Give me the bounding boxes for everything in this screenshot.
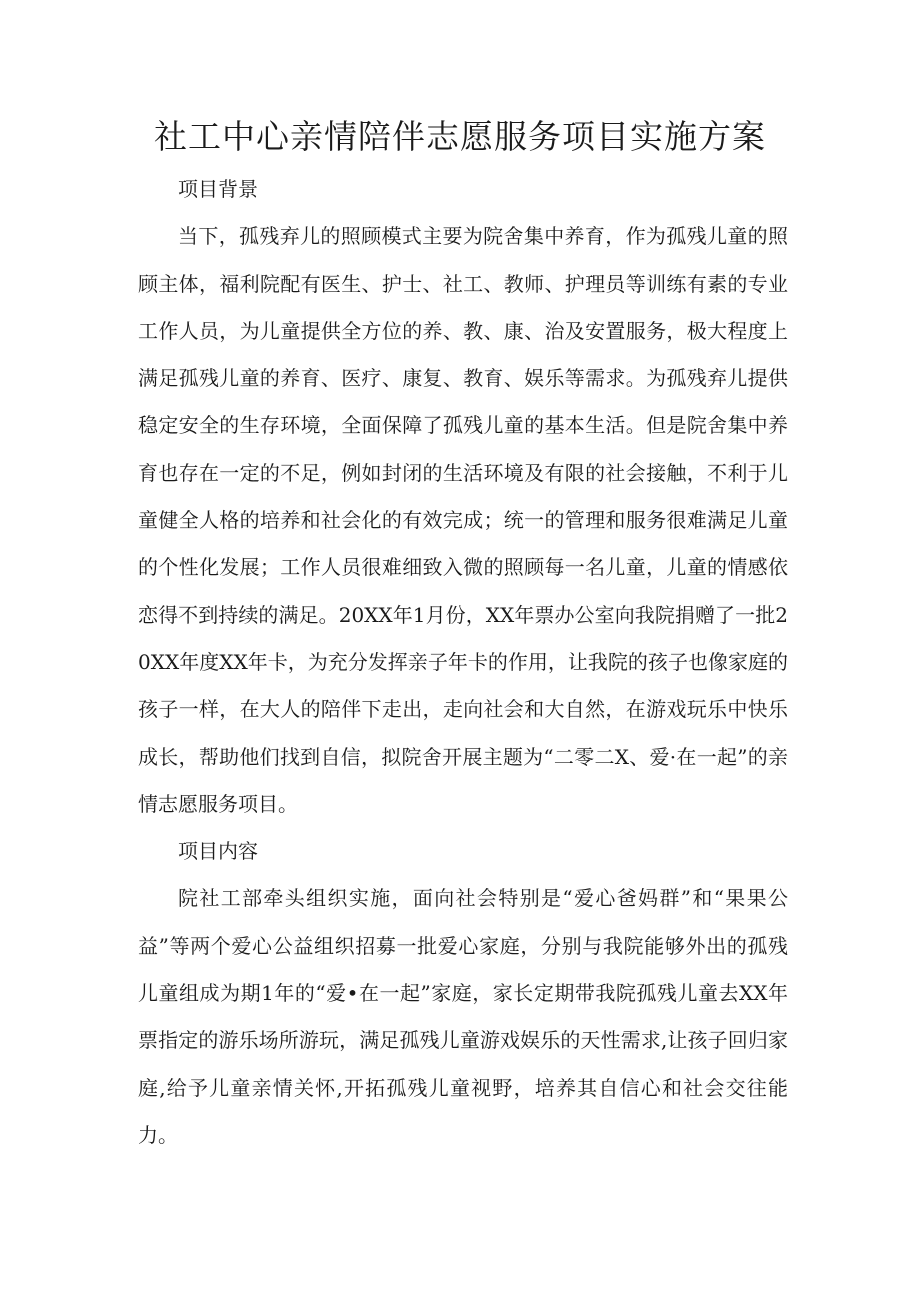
section-content xyxy=(138,828,788,1159)
section-heading: 项目背景 xyxy=(178,177,258,201)
section-paragraph: 院社工部牵头组织实施，面向社会特别是“爱心爸妈群”和“果果公益”等两个爱心公益组织招募一批爱心家庭，分别与我院能够外出的孤残儿童组成为期1年的“爱•在一起”家庭，家长定期带我院孤残儿童去XX年票指定的游乐场所游玩，满足孤残儿童游戏娱乐的天性需求,让孩子回归家庭,给予儿童亲情关怀,开拓孤残儿童视野，培养其自信心和社会交往能力。 xyxy=(138,886,788,1147)
section-paragraph: 当下，孤残弃儿的照顾模式主要为院舍集中养育，作为孤残儿童的照顾主体，福利院配有医生、护士、社工、教师、护理员等训练有素的专业工作人员，为儿童提供全方位的养、教、康、治及安置服务，极大程度上满足孤残儿童的养育、医疗、康复、教育、娱乐等需求。为孤残弃儿提供稳定安全的生存环境，全面保障了孤残儿童的基本生活。但是院舍集中养育也存在一定的不足，例如封闭的生活环境及有限的社会接触，不利于儿童健全人格的培养和社会化的有效完成；统一的管理和服务很难满足儿童的个性化发展；工作人员很难细致入微的照顾每一名儿童，儿童的情感依恋得不到持续的满足。20XX年1月份，XX年票办公室向我院捐赠了一批20XX年度XX年卡，为充分发挥亲子年卡的作用，让我院的孩子也像家庭的孩子一样，在大人的陪伴下走出，走向社会和大自然，在游戏玩乐中快乐成长，帮助他们找到自信，拟院舍开展主题为“二零二X、爱·在一起”的亲情志愿服务项目。 xyxy=(138,224,788,816)
document-body xyxy=(138,166,788,1159)
section-background xyxy=(138,166,788,828)
document-title: 社工中心亲情陪伴志愿服务项目实施方案 xyxy=(154,117,766,156)
section-heading: 项目内容 xyxy=(178,839,258,864)
